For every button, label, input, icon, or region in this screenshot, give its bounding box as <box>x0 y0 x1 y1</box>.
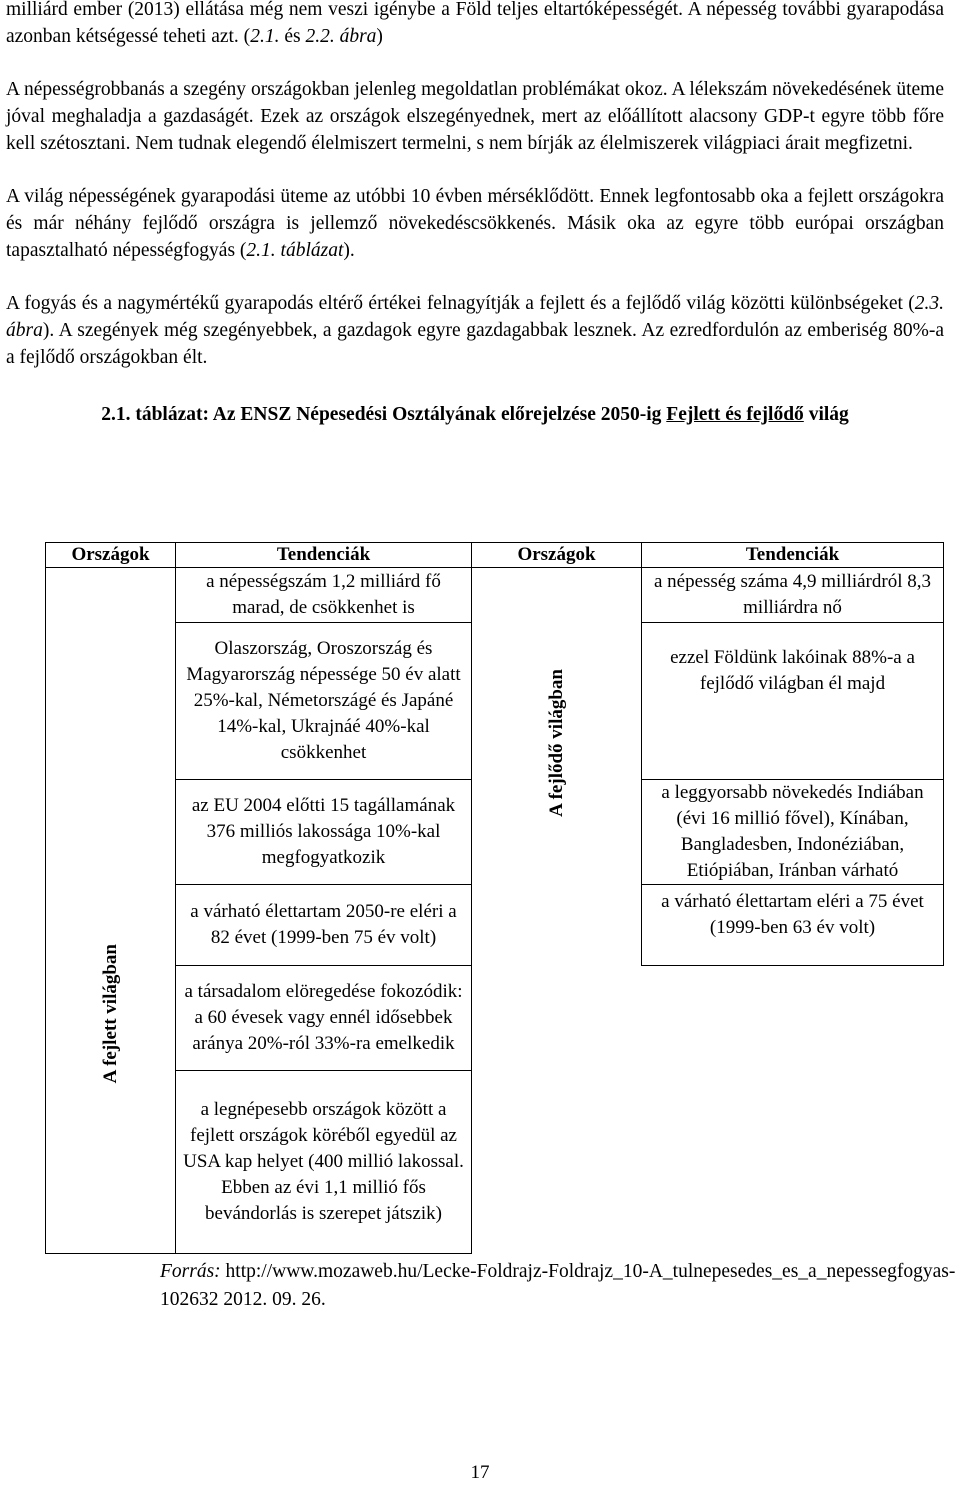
paragraph-4-text: A fogyás és a nagymértékű gyarapodás eltérő értékei felnagyítják a fejlett és a fejlődő világ közötti különbségeket ( <box>6 293 915 314</box>
developing-row-3: a leggyorsabb növekedés Indiában (évi 16 millió fővel), Kínában, Bangladesben, Indonéziában, Etiópiában, Iránban várható <box>642 780 944 885</box>
page-number: 17 <box>470 1462 490 1483</box>
caption-underlined: Fejlett és fejlődő <box>666 404 804 425</box>
source-label: Forrás: <box>160 1261 221 1282</box>
table-row <box>46 1071 944 1254</box>
header-tendencies-2: Tendenciák <box>642 543 944 568</box>
developing-world-cell <box>472 568 642 966</box>
developed-row-1: a népességszám 1,2 milliárd fő marad, de csökkenhet is <box>176 568 472 623</box>
empty-cell <box>472 1071 642 1254</box>
table-row <box>46 966 944 1071</box>
empty-cell <box>472 966 642 1071</box>
empty-cell <box>642 966 944 1071</box>
source-url: http://www.mozaweb.hu/Lecke-Foldrajz-Foldrajz_10-A_tulnepesedes_es_a_nepessegfogyas-102632 2012. 09. 26. <box>160 1261 956 1310</box>
paragraph-3-text: A világ népességének gyarapodási üteme az utóbbi 10 évben mérséklődött. Ennek legfontosabb oka a fejlett országokra és már néhány fejlődő országra is jellemző növekedéscsökkenés. Másik oka az egyre több európai országban tapasztalható népességfogyás ( <box>6 186 944 261</box>
source-note <box>160 1258 960 1314</box>
figure-ref: 2.2. ábra <box>305 26 377 47</box>
developing-row-2: ezzel Földünk lakóinak 88%-a a fejlődő világban él majd <box>642 623 944 780</box>
developing-world-label: A fejlődő világban <box>545 668 567 817</box>
header-countries-2: Országok <box>472 543 642 568</box>
caption-prefix: 2.1. táblázat: Az ENSZ Népesedési Osztályának előrejelzése 2050-ig <box>101 404 667 425</box>
developed-world-label: A fejlett világban <box>99 944 121 1084</box>
developed-row-4: a várható élettartam 2050-re eléri a 82 évet (1999-ben 75 év volt) <box>176 885 472 966</box>
figure-ref: 2.1. <box>250 26 280 47</box>
paragraph-3 <box>6 183 944 264</box>
paragraph-3-end: ). <box>343 240 355 261</box>
developed-row-5: a társadalom elöregedése fokozódik: a 60 évesek vagy ennél idősebbek aránya 20%-ról 33%-ra emelkedik <box>176 966 472 1071</box>
developing-row-1: a népesség száma 4,9 milliárdról 8,3 milliárdra nő <box>642 568 944 623</box>
forecast-table <box>45 542 944 1254</box>
empty-cell <box>642 1071 944 1254</box>
figure-ref: 2.3. ábra <box>6 293 944 341</box>
paragraph-4 <box>6 290 944 371</box>
paragraph-2: A népességrobbanás a szegény országokban jelenleg megoldatlan problémákat okoz. A lélekszám növekedésének üteme jóval meghaladja a gazdaságét. Ezek az országok elszegényednek, mert az előállított alacsony GDP-t egyre több főre kell szétosztani. Nem tudnak elegendő élelmiszert termelni, s nem bírják az élelmiszerek világpiaci árait megfizetni. <box>6 79 944 154</box>
paragraph-4-end: ). A szegények még szegényebbek, a gazdagok egyre gazdagabbak lesznek. Az ezredfordulón az emberiség 80%-a a fejlődő országokban élt. <box>6 320 944 368</box>
developed-row-6: a legnépesebb országok között a fejlett országok köréből egyedül az USA kap helyet (400 millió lakossal. Ebben az évi 1,1 millió fős bevándorlás is szerepet játszik) <box>176 1071 472 1254</box>
table-ref: 2.1. táblázat <box>246 240 344 261</box>
table-caption <box>6 401 944 429</box>
table-header-row <box>46 543 944 568</box>
caption-suffix: világ <box>803 404 849 425</box>
developed-row-3: az EU 2004 előtti 15 tagállamának 376 milliós lakossága 10%-kal megfogyatkozik <box>176 780 472 885</box>
paragraph-1 <box>6 0 944 50</box>
header-countries: Országok <box>46 543 176 568</box>
header-tendencies: Tendenciák <box>176 543 472 568</box>
developed-world-cell <box>46 568 176 1254</box>
paragraph-1-text: milliárd ember (2013) ellátása még nem veszi igénybe a Föld teljes eltartóképességét. A népesség további gyarapodása azonban kétségessé teheti azt. ( <box>6 0 944 47</box>
page-body <box>6 0 944 429</box>
paragraph-1-mid: és <box>279 26 306 47</box>
developed-row-2: Olaszország, Oroszország és Magyarország népessége 50 év alatt 25%-kal, Németországé és Japáné 14%-kal, Ukrajnáé 40%-kal csökkenhet <box>176 623 472 780</box>
table-row <box>46 568 944 623</box>
paragraph-1-end: ) <box>376 26 383 47</box>
developing-row-4: a várható élettartam eléri a 75 évet (1999-ben 63 év volt) <box>642 885 944 966</box>
